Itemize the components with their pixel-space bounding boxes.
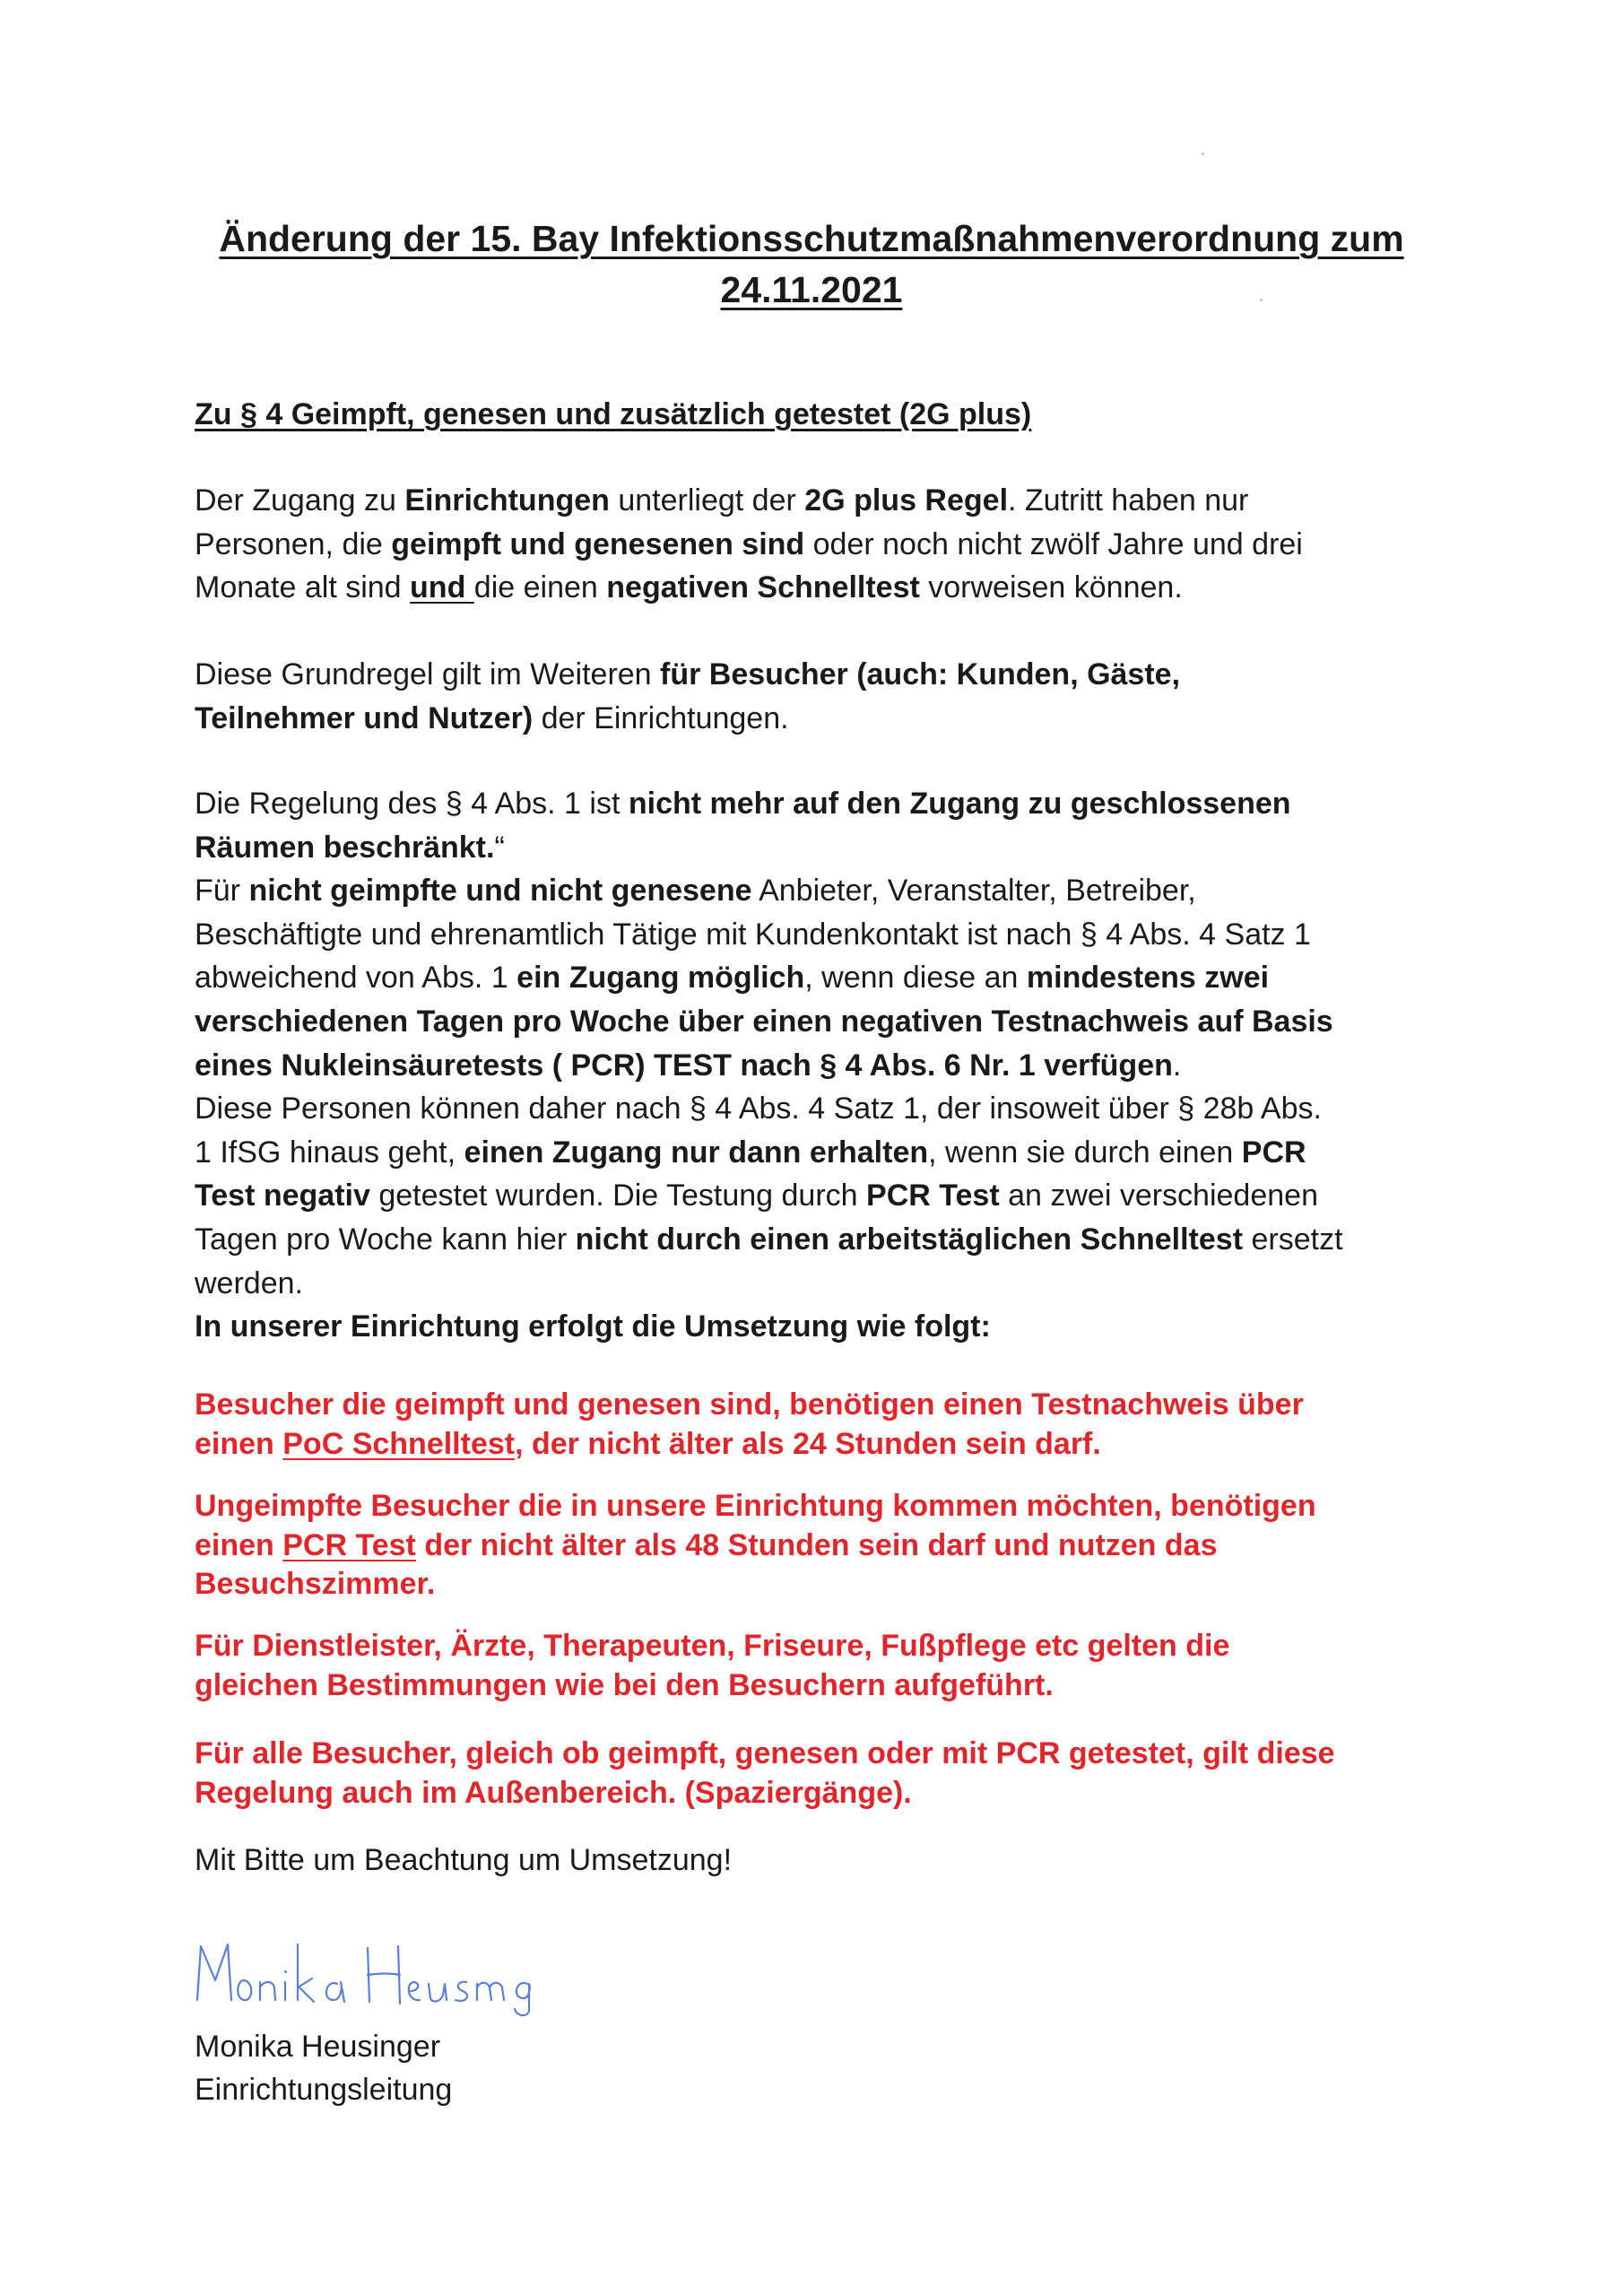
scan-artifact <box>1202 152 1204 155</box>
closing-line: Mit Bitte um Beachtung um Umsetzung! <box>195 1843 733 1877</box>
rule-service-providers: Für Dienstleister, Ärzte, Therapeuten, Friseure, Fußpflege etc gelten die gleichen Bestimmungen wie bei den Besuchern aufgeführt. <box>195 1629 1230 1702</box>
title-line-1: Änderung der 15. Bay Infektionsschutzmaßnahmenverordnung zum <box>219 218 1404 259</box>
paragraph-visitors: Diese Grundregel gilt im Weiteren für Besucher (auch: Kunden, Gäste, Teilnehmer und Nutzer) der Einrichtungen. <box>195 657 1181 735</box>
title-line-2: 24.11.2021 <box>720 269 903 310</box>
implementation-lead: In unserer Einrichtung erfolgt die Umsetzung wie folgt: <box>195 1309 991 1344</box>
rule-outdoor-area: Für alle Besucher, gleich ob geimpft, genesen oder mit PCR getestet, gilt diese Regelung auch im Außenbereich. (Spaziergänge). <box>195 1736 1335 1810</box>
signer-role: Einrichtungsleitung <box>195 2073 453 2107</box>
paragraph-regulation: Die Regelung des § 4 Abs. 1 ist nicht mehr auf den Zugang zu geschlossenen Räumen beschränkt.“ Für nicht geimpfte und nicht genesene Anbieter, Veranstalter, Betreiber, Beschäftigte und ehrenamtlich Tätige mit Kundenkontakt ist nach § 4 Abs. 4 Satz 1 abweichend von Abs. 1 ein Zugang möglich, wenn diese an mindestens zwei verschiedenen Tagen pro Woche über einen negativen Testnachweis auf Basis eines Nukleinsäuretests ( PCR) TEST nach § 4 Abs. 6 Nr. 1 verfügen. Diese Personen können daher nach § 4 Abs. 4 Satz 1, der insoweit über § 28b Abs. 1 IfSG hinaus geht, einen Zugang nur dann erhalten, wenn sie durch einen PCR Test negativ getestet wurden. Die Testung durch PCR Test an zwei verschiedenen Tagen pro Woche kann hier nicht durch einen arbeitstäglichen Schnelltest ersetzt werden. In unserer Einrichtung erfolgt die Umsetzung wie folgt: <box>195 787 1343 1344</box>
rule-vaccinated-visitors: Besucher die geimpft und genesen sind, benötigen einen Testnachweis über einen PoC Schnelltest, der nicht älter als 24 Stunden sein darf. <box>195 1387 1304 1461</box>
rule-unvaccinated-visitors: Ungeimpfte Besucher die in unsere Einrichtung kommen möchten, benötigen einen PCR Test der nicht älter als 48 Stunden sein darf und nutzen das Besuchszimmer. <box>195 1489 1316 1601</box>
document-title <box>179 213 1444 316</box>
signature-text: Monika Heusinger <box>192 1928 200 1929</box>
paragraph-access-rule: Der Zugang zu Einrichtungen unterliegt der 2G plus Regel. Zutritt haben nur Personen, die geimpft und genesenen sind oder noch nicht zwölf Jahre und drei Monate alt sind und die einen negativen Schnelltest vorweisen können. <box>195 483 1303 605</box>
handwritten-signature <box>192 1928 533 2018</box>
scan-artifact <box>1260 299 1263 301</box>
section-heading: Zu § 4 Geimpft, genesen und zusätzlich getestet (2G plus) <box>195 397 1032 431</box>
signer-name: Monika Heusinger <box>195 2030 441 2064</box>
